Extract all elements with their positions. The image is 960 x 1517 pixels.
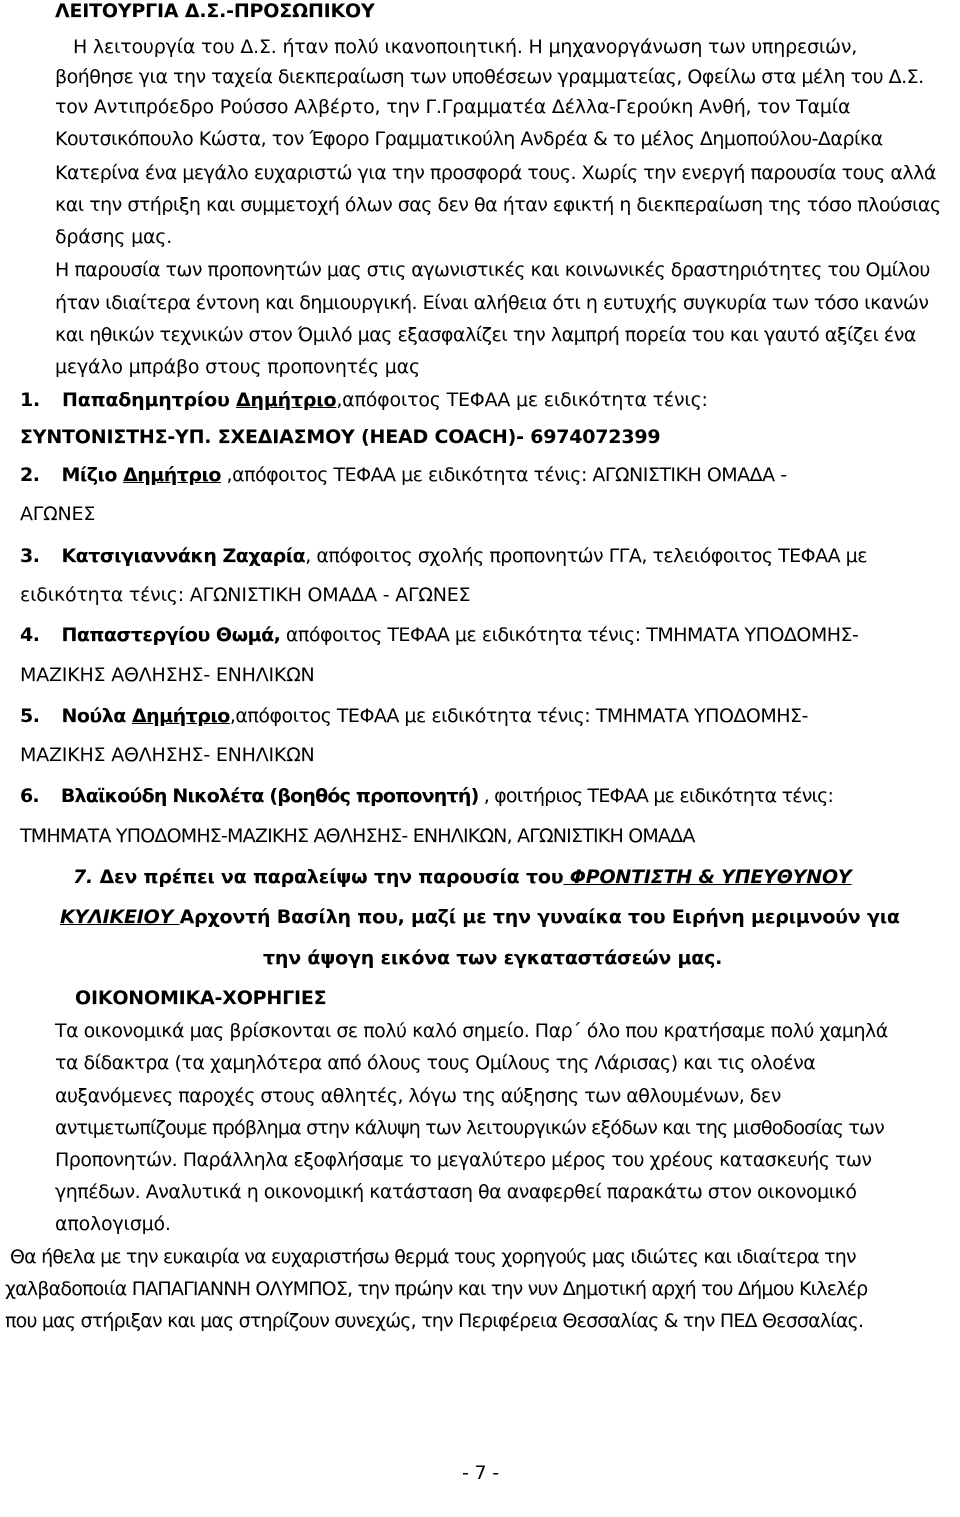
staff-entry: [60, 906, 900, 928]
coach-role: ΣΥΝΤΟΝΙΣΤΗΣ-ΥΠ. ΣΧΕΔΙΑΣΜΟΥ (HEAD COACH)- 6974072399: [20, 426, 661, 448]
page-number: - 7 -: [462, 1462, 499, 1484]
coach-entry: [20, 785, 833, 807]
coach-name: Παπαστεργίου Θωμά,: [61, 624, 281, 646]
paragraph-line: Προπονητών. Παράλληλα εξοφλήσαμε το μεγαλύτερο μέρος του χρέους κατασκευής των: [55, 1149, 872, 1171]
staff-role-underlined: ΚΥΛΙΚΕΙΟΥ: [60, 906, 180, 928]
coach-name-underlined: Δημήτριο: [123, 464, 221, 486]
paragraph-line: Θα ήθελα με την ευκαιρία να ευχαριστήσω θερμά τους χορηγούς μας ιδιώτες και ιδιαίτερα την: [10, 1246, 856, 1268]
coach-number: 4.: [20, 624, 40, 646]
coach-name: Νούλα: [61, 705, 132, 727]
coach-description: ,απόφοιτος ΤΕΦΑΑ με ειδικότητα τένις:: [336, 389, 708, 411]
coach-description: , απόφοιτος σχολής προπονητών ΓΓΑ, τελειόφοιτος ΤΕΦΑΑ με: [305, 545, 868, 567]
paragraph-line: και ηθικών τεχνικών στον Όμιλό μας εξασφαλίζει την λαμπρή πορεία του και γαυτό αξίζει ένα: [55, 324, 916, 346]
section-heading-finance: ΟΙΚΟΝΟΜΙΚΑ-ΧΟΡΗΓΙΕΣ: [75, 987, 327, 1009]
coach-name-underlined: Δημήτριο: [236, 389, 337, 411]
coach-name: Κατσιγιαννάκη Ζαχαρία: [61, 545, 306, 567]
paragraph-line: Η λειτουργία του Δ.Σ. ήταν πολύ ικανοποιητική. Η μηχανοργάνωση των υπηρεσιών,: [73, 36, 858, 58]
coach-name: Παπαδημητρίου: [62, 389, 236, 411]
paragraph-line: και την στήριξη και συμμετοχή όλων σας δεν θα ήταν εφικτή η διεκπεραίωση της τόσο πλούσιας: [55, 194, 941, 216]
paragraph-line: Τα οικονομικά μας βρίσκονται σε πολύ καλό σημείο. Παρ΄ όλο που κρατήσαμε πολύ χαμηλά: [55, 1020, 888, 1042]
paragraph-line: μεγάλο μπράβο στους προπονητές μας: [55, 356, 420, 378]
coach-number: 2.: [20, 464, 40, 486]
coach-role: ΜΑΖΙΚΗΣ ΑΘΛΗΣΗΣ- ΕΝΗΛΙΚΩΝ: [20, 664, 315, 686]
paragraph-line: αντιμετωπίζουμε πρόβλημα στην κάλυψη των λειτουργικών εξόδων και της μισθοδοσίας των: [55, 1117, 884, 1139]
paragraph-line: δράσης μας.: [55, 226, 173, 248]
coach-entry: [20, 624, 858, 646]
coach-description: απόφοιτος ΤΕΦΑΑ με ειδικότητα τένις: ΤΜΗΜΑΤΑ ΥΠΟΔΟΜΗΣ-: [280, 624, 859, 646]
coach-number: 1.: [20, 389, 41, 411]
paragraph-line: τον Αντιπρόεδρο Ρούσσο Αλβέρτο, την Γ.Γραμματέα Δέλλα-Γερούκη Ανθή, τον Ταμία: [55, 96, 851, 118]
staff-text: Αρχοντή Βασίλη που, μαζί με την γυναίκα του Ειρήνη μεριμνούν για: [179, 906, 900, 928]
staff-entry: [73, 866, 852, 888]
paragraph-line: Κουτσικόπουλο Κώστα, τον Έφορο Γραμματικούλη Ανδρέα & το μέλος Δημοπούλου-Δαρίκα: [55, 128, 883, 150]
paragraph-line: Η παρουσία των προπονητών μας στις αγωνιστικές και κοινωνικές δραστηριότητες του Ομίλου: [55, 259, 930, 281]
paragraph-line: Κατερίνα ένα μεγάλο ευχαριστώ για την προσφορά τους. Χωρίς την ενεργή παρουσία τους αλλά: [55, 162, 936, 184]
coach-entry: [20, 464, 787, 486]
paragraph-line: αυξανόμενες παροχές στους αθλητές, λόγω της αύξησης των αθλουμένων, δεν: [55, 1085, 781, 1107]
staff-text: την άψογη εικόνα των εγκαταστάσεών μας.: [263, 947, 723, 969]
paragraph-line: χαλβαδοποιία ΠΑΠΑΓΙΑΝΝΗ ΟΛΥΜΠΟΣ, την πρώην και την νυν Δημοτική αρχή του Δήμου Κιλελέρ: [5, 1278, 868, 1300]
coach-role: ΤΜΗΜΑΤΑ ΥΠΟΔΟΜΗΣ-ΜΑΖΙΚΗΣ ΑΘΛΗΣΗΣ- ΕΝΗΛΙΚΩΝ, ΑΓΩΝΙΣΤΙΚΗ ΟΜΑΔΑ: [20, 825, 695, 847]
coach-role: ΑΓΩΝΕΣ: [20, 503, 96, 525]
paragraph-line: ήταν ιδιαίτερα έντονη και δημιουργική. Είναι αλήθεια ότι η ευτυχής συγκυρία των τόσο ικανών: [55, 292, 929, 314]
coach-description: , φοιτήριος ΤΕΦΑΑ με ειδικότητα τένις:: [478, 785, 834, 807]
coach-role: ειδικότητα τένις: ΑΓΩΝΙΣΤΙΚΗ ΟΜΑΔΑ - ΑΓΩΝΕΣ: [20, 584, 471, 606]
paragraph-line: απολογισμό.: [55, 1213, 171, 1235]
paragraph-line: βοήθησε για την ταχεία διεκπεραίωση των υποθέσεων γραμματείας, Οφείλω στα μέλη του Δ.Σ.: [55, 66, 924, 88]
staff-role-underlined: ΦΡΟΝΤΙΣΤΗ & ΥΠΕΥΘΥΝΟΥ: [563, 866, 852, 888]
coach-description: ,απόφοιτος ΤΕΦΑΑ με ειδικότητα τένις: ΑΓΩΝΙΣΤΙΚΗ ΟΜΑΔΑ -: [220, 464, 787, 486]
staff-number: 7.: [73, 866, 94, 888]
paragraph-line: που μας στήριξαν και μας στηρίζουν συνεχώς, την Περιφέρεια Θεσσαλίας & την ΠΕΔ Θεσσαλίας.: [5, 1310, 864, 1332]
paragraph-line: γηπέδων. Αναλυτικά η οικονομική κατάσταση θα αναφερθεί παρακάτω στον οικονομικό: [55, 1181, 857, 1203]
coach-entry: [20, 389, 708, 411]
coach-role: ΜΑΖΙΚΗΣ ΑΘΛΗΣΗΣ- ΕΝΗΛΙΚΩΝ: [20, 744, 315, 766]
section-heading-board: ΛΕΙΤΟΥΡΓΙΑ Δ.Σ.-ΠΡΟΣΩΠΙΚΟΥ: [55, 0, 375, 22]
coach-entry: [20, 705, 808, 727]
coach-description: ,απόφοιτος ΤΕΦΑΑ με ειδικότητα τένις: ΤΜΗΜΑΤΑ ΥΠΟΔΟΜΗΣ-: [229, 705, 808, 727]
coach-name-underlined: Δημήτριο: [131, 705, 230, 727]
coach-name: Μίζιο: [61, 464, 124, 486]
coach-number: 3.: [20, 545, 40, 567]
paragraph-line: τα δίδακτρα (τα χαμηλότερα από όλους τους Ομίλους της Λάρισας) και τις ολοένα: [55, 1052, 816, 1074]
coach-number: 6.: [20, 785, 39, 807]
coach-name: Βλαϊκούδη Νικολέτα (βοηθός προπονητή): [60, 785, 479, 807]
coach-number: 5.: [20, 705, 40, 727]
staff-text: Δεν πρέπει να παραλείψω την παρουσία του: [99, 866, 564, 888]
coach-entry: [20, 545, 867, 567]
